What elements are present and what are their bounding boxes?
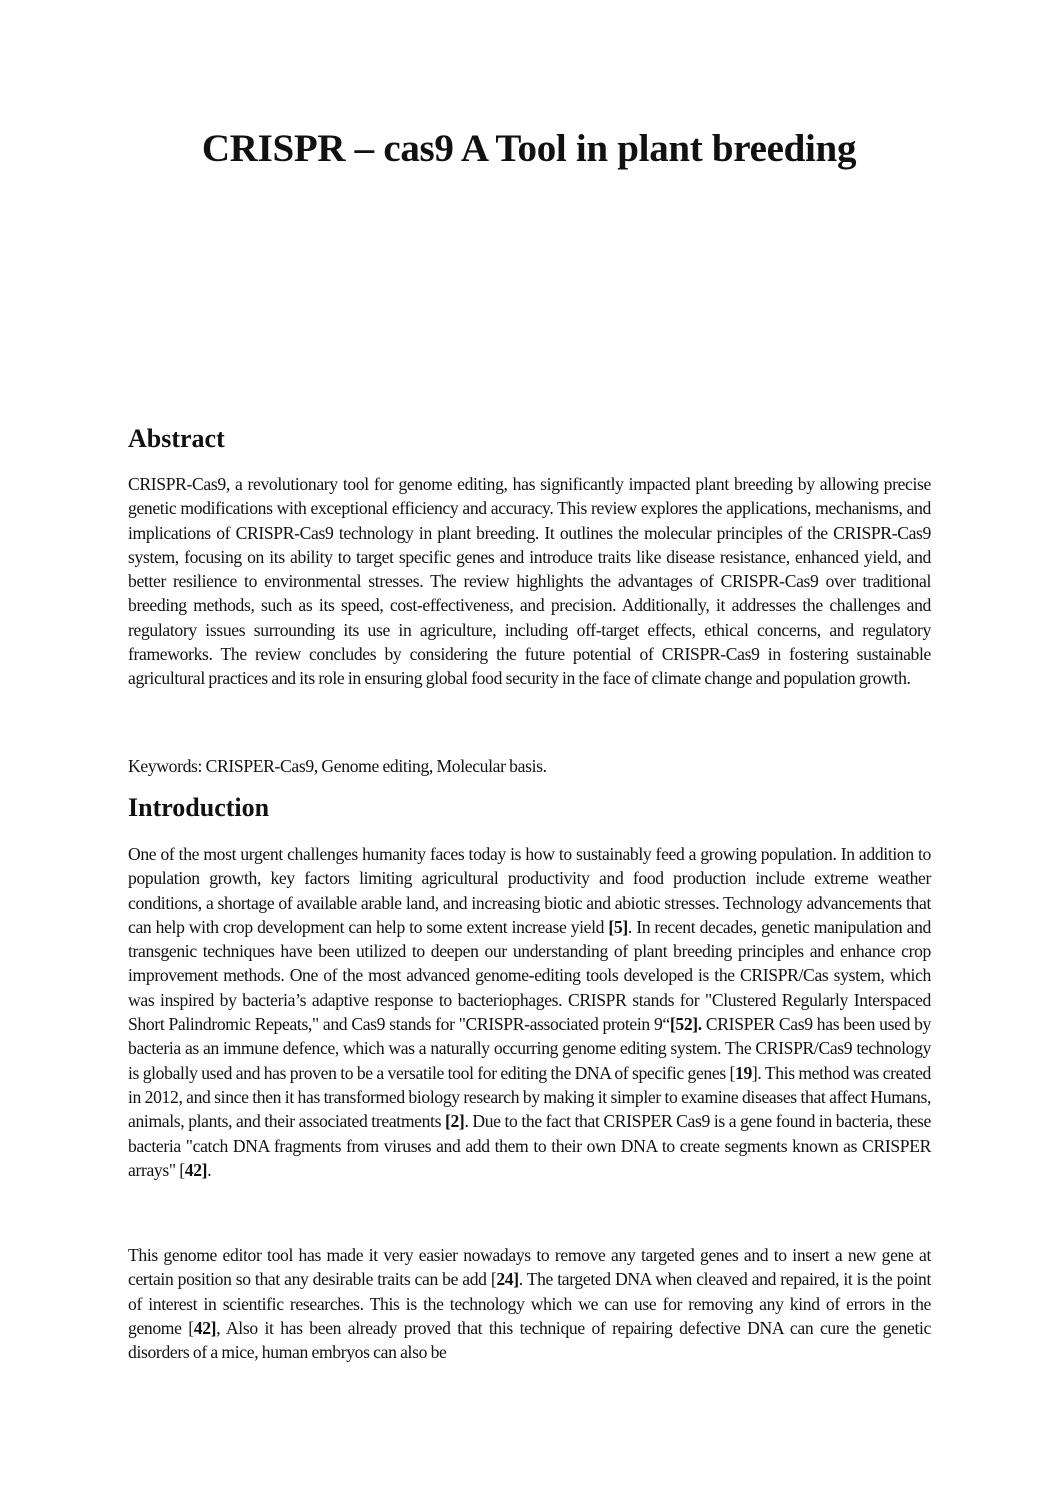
keywords: Keywords: CRISPER-Cas9, Genome editing, Molecular basis. <box>128 756 547 776</box>
citation: 24] <box>496 1269 519 1290</box>
text-segment: ]. This method was created in 2012, and since then it has transformed biology research by making it simpler to examine diseases that affect Humans, animals, plants, and their associated treatments <box>128 1062 931 1132</box>
text-segment: CRISPER Cas9 has been used by bacteria as an immune defence, which was a naturally occurring genome editing system. The CRISPR/Cas9 technology is globally used and has proven to be a versatile tool for editing the DNA of specific genes [ <box>128 1014 932 1083</box>
citation: 42] <box>193 1317 217 1338</box>
text-segment: . <box>207 1159 212 1180</box>
introduction-paragraph-1 <box>128 842 931 1182</box>
abstract-heading: Abstract <box>128 424 225 453</box>
introduction-paragraph-2 <box>128 1243 931 1364</box>
document-title: CRISPR – cas9 A Tool in plant breeding <box>201 127 857 170</box>
text-segment: . The targeted DNA when cleaved and repaired, it is the point of interest in scientific researches. This is the technology which we can use for removing any kind of errors in the genome [ <box>128 1269 931 1338</box>
abstract-body: CRISPR-Cas9, a revolutionary tool for genome editing, has significantly impacted plant breeding by allowing precise genetic modifications with exceptional efficiency and accuracy. This review explores the applications, mechanisms, and implications of CRISPR-Cas9 technology in plant breeding. It outlines the molecular principles of the CRISPR-Cas9 system, focusing on its ability to target specific genes and introduce traits like disease resistance, enhanced yield, and better resilience to environmental stresses. The review highlights the advantages of CRISPR-Cas9 over traditional breeding methods, such as its speed, cost-effectiveness, and precision. Additionally, it addresses the challenges and regulatory issues surrounding its use in agriculture, including off-target effects, ethical concerns, and regulatory frameworks. The review concludes by considering the future potential of CRISPR-Cas9 in fostering sustainable agricultural practices and its role in ensuring global food security in the face of climate change and population growth. <box>128 474 931 689</box>
citation: 19 <box>735 1062 752 1083</box>
text-segment: This genome editor tool has made it very easier nowadays to remove any targeted genes and to insert a new gene at certain position so that any desirable traits can be add [ <box>128 1245 931 1290</box>
introduction-heading: Introduction <box>128 793 270 822</box>
text-segment: . Due to the fact that CRISPER Cas9 is a gene found in bacteria, these bacteria "catch DNA fragments from viruses and add them to their own DNA to create segments known as CRISPER arrays" [ <box>128 1111 931 1180</box>
citation: [52]. <box>669 1014 702 1035</box>
text-segment: , Also it has been already proved that this technique of repairing defective DNA can cure the genetic disorders of a mice, human embryos can also be <box>128 1317 931 1363</box>
citation: 42] <box>184 1159 208 1180</box>
text-segment: . In recent decades, genetic manipulation and transgenic techniques have been utilized to deepen our understanding of plant breeding principles and enhance crop improvement methods. One of the most advanced genome-editing tools developed is the CRISPR/Cas system, which was inspired by bacteria’s adaptive response to bacteriophages. CRISPR stands for "Clustered Regularly Interspaced Short Palindromic Repeats," and Cas9 stands for "CRISPR-associated protein 9“ <box>128 916 931 1035</box>
text-segment: One of the most urgent challenges humanity faces today is how to sustainably feed a growing population. In addition to population growth, key factors limiting agricultural productivity and food production include extreme weather conditions, a shortage of available arable land, and increasing biotic and abiotic stresses. Technology advancements that can help with crop development can help to some extent increase yield <box>128 844 931 937</box>
citation: [5] <box>608 916 628 937</box>
citation: [2] <box>444 1111 465 1132</box>
